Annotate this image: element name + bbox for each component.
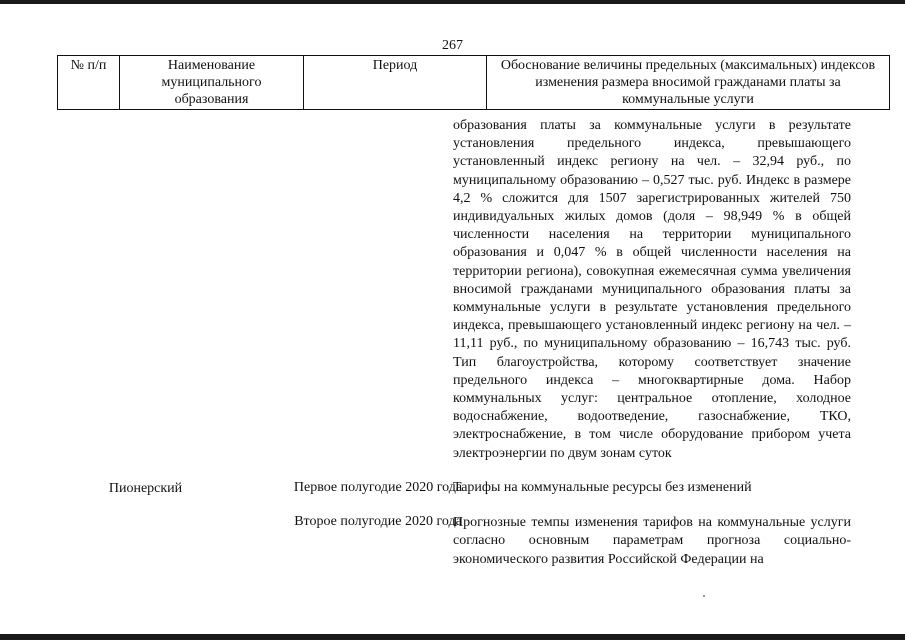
scan-top-edge <box>0 0 905 4</box>
period-second-half: Второе полугодие 2020 года <box>294 514 462 529</box>
scan-bottom-edge <box>0 634 905 640</box>
table-header <box>57 55 890 110</box>
header-cell-number: № п/п <box>58 56 120 110</box>
header-cell-period: Период <box>304 56 487 110</box>
justification-paragraph: образования платы за коммунальные услуги в результате установления предельного индекса, превышающего установленный индекс региону на чел. – 32,94 руб., по муниципальному образованию – 0,527 тыс. руб. Индекс в размере 4,2 % сложится для 1507 зарегистрированных жителей 750 индивидуальных жилых домов (доля – 98,949 % в общей численности населения на территории муниципального образования и 0,047 % в общей численности населения на территории региона), совокупная ежемесячная сумма увеличения вносимой гражданами муниципального образования платы за коммунальные услуги в результате установления предельного индекса, превышающего установленный индекс региону на чел. – 11,11 руб., по муниципальному образованию – 16,743 тыс. руб. Тип благоустройства, которому соответствует значение предельного индекса – многоквартирные дома. Набор коммунальных услуг: центральное отопление, холодное водоснабжение, водоотведение, газоснабжение, ТКО, электроснабжение, в том числе оборудование прибором учета электроэнергии по двум зонам суток <box>453 118 851 461</box>
justification-continued-text <box>453 117 851 463</box>
header-cell-justification: Обоснование величины предельных (максимальных) индексов изменения размера вносимой гражданами платы за коммунальные услуги <box>487 56 890 110</box>
municipality-name: Пионерский <box>108 481 183 496</box>
scan-speck <box>703 595 705 597</box>
header-cell-municipality: Наименование муниципального образования <box>120 56 304 110</box>
period-first-half: Первое полугодие 2020 года <box>293 480 463 495</box>
page-number: 267 <box>442 38 463 53</box>
justification-second-half: Прогнозные темпы изменения тарифов на коммунальные услуги согласно основным параметрам прогноза социально-экономического развития Российской Федерации на <box>453 515 851 567</box>
justification-first-half: Тарифы на коммунальные ресурсы без изменений <box>453 480 752 495</box>
